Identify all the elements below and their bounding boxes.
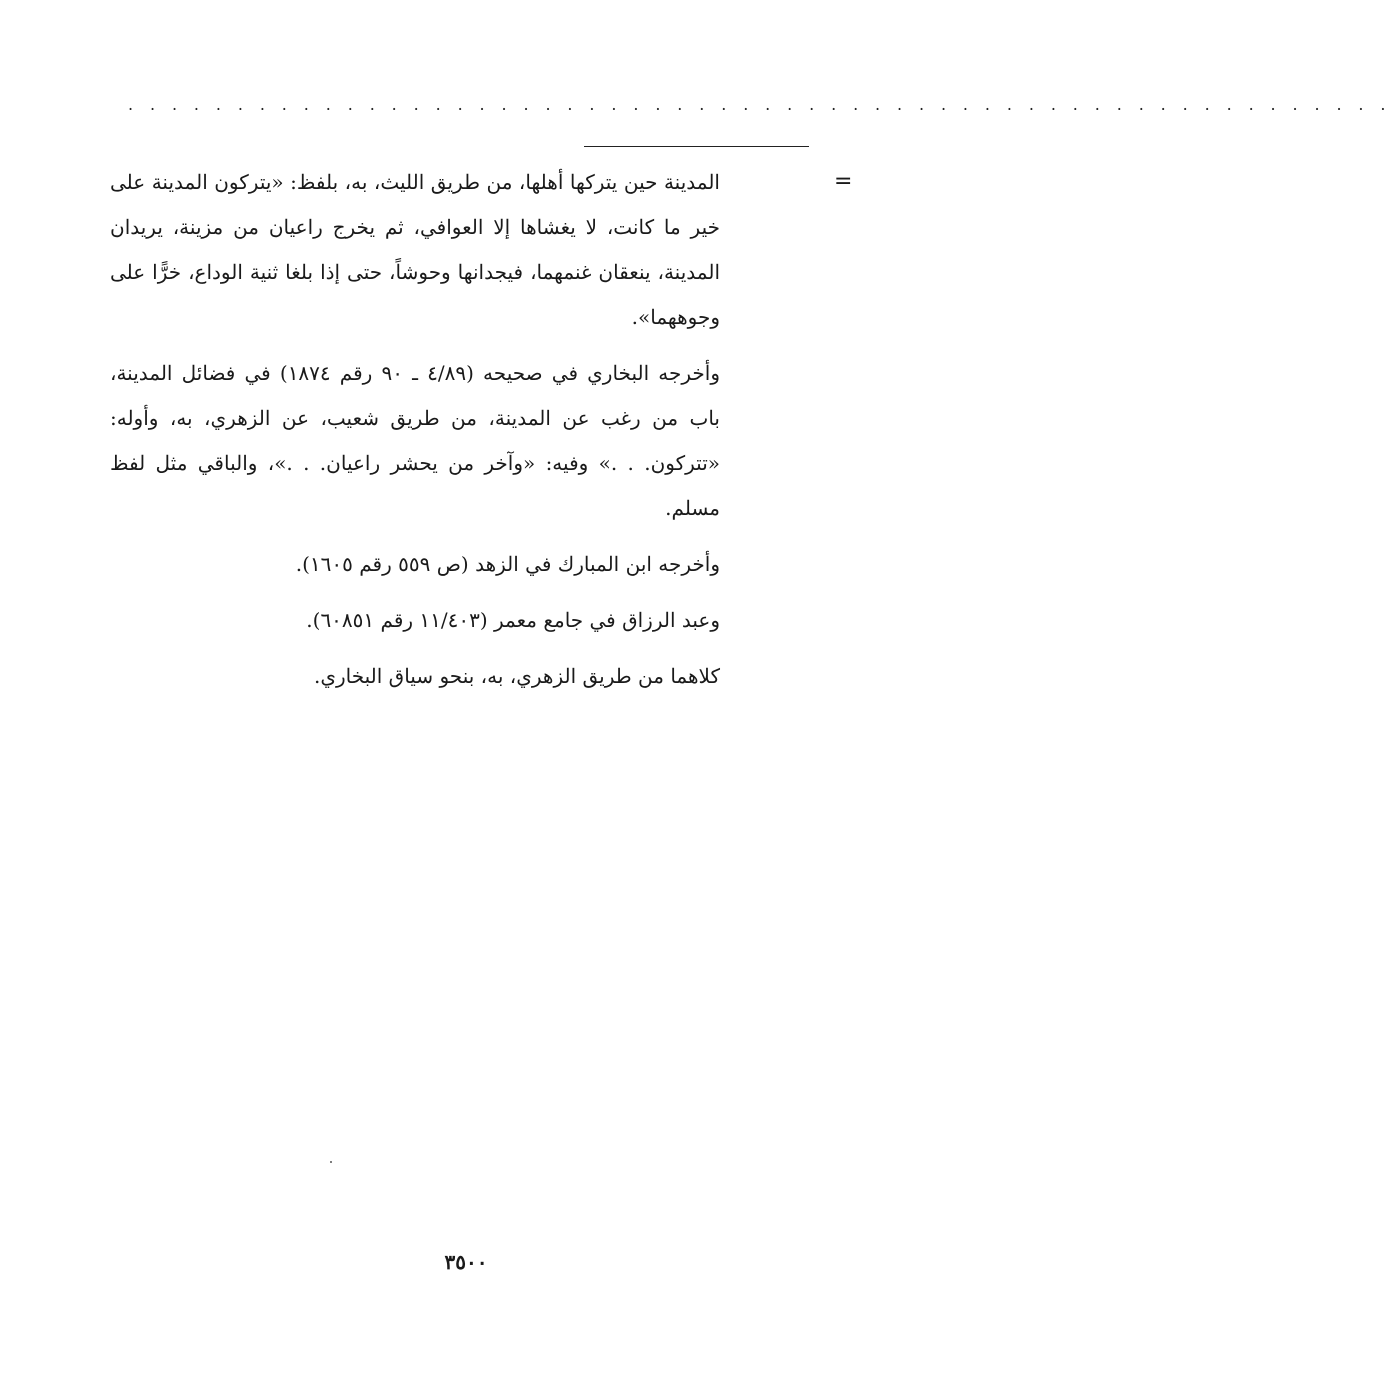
continuation-mark: = xyxy=(834,169,853,194)
footnote-paragraph: وأخرجه ابن المبارك في الزهد (ص ٥٥٩ رقم ١٦٠٥). xyxy=(295,552,720,576)
footnote-body xyxy=(110,160,720,699)
footnote-paragraph: وعبد الرزاق في جامع معمر (١١/٤٠٣ رقم ٦٠٨٥١). xyxy=(306,608,720,632)
dotted-separator: . . . . . . . . . . . . . . . . . . . . . . . . . . . . . . . . . . . . . . . . . . . . . . . . . . . . . . . . . . xyxy=(128,95,1391,114)
footnote-paragraph: كلاهما من طريق الزهري، به، بنحو سياق البخاري. xyxy=(313,664,720,688)
scan-speck xyxy=(330,1161,332,1163)
footnote-paragraph: المدينة حين يتركها أهلها، من طريق الليث، به، بلفظ: «يتركون المدينة على خير ما كانت، لا يغشاها إلا العوافي، ثم يخرج راعيان من مزينة، يريدان المدينة، ينعقان غنمهما، فيجدانها وحوشاً، حتى إذا بلغا ثنية الوداع، خرًّا على وجوههما». xyxy=(110,170,720,329)
page-number: ٣٥٠٠ xyxy=(444,1250,488,1274)
footnote-paragraph: وأخرجه البخاري في صحيحه (٤/٨٩ ـ ٩٠ رقم ١٨٧٤) في فضائل المدينة، باب من رغب عن المدينة، من طريق شعيب، عن الزهري، به، وأوله: «تتركون. . .» وفيه: «وآخر من يحشر راعيان. . .»، والباقي مثل لفظ مسلم. xyxy=(110,361,720,520)
footnote-rule xyxy=(584,146,809,147)
